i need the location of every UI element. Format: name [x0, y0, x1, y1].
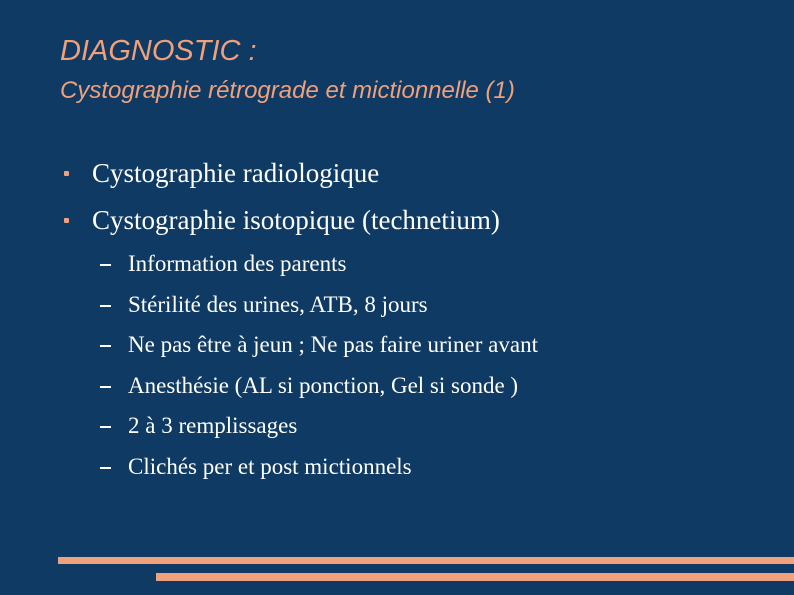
sub-bullet-item: [0, 285, 794, 326]
sub-bullet-text: Clichés per et post mictionnels: [128, 453, 412, 479]
dash-icon: [100, 264, 111, 266]
bullet-dot-icon: [64, 218, 69, 223]
slide-subtitle: Cystographie rétrograde et mictionnelle (1): [60, 77, 515, 104]
sub-bullet-text: 2 à 3 remplissages: [128, 413, 298, 438]
dash-icon: [100, 386, 111, 388]
dash-icon: [100, 345, 111, 347]
sub-bullet-item: [0, 406, 794, 447]
bullet-text: Cystographie radiologique: [92, 158, 380, 188]
sub-bullet-list: [0, 244, 794, 487]
sub-bullet-text: Anesthésie (AL si ponction, Gel si sonde ): [128, 372, 519, 398]
sub-bullet-item: [0, 366, 794, 407]
sub-bullet-text: Stérilité des urines, ATB, 8 jours: [128, 291, 428, 317]
bullet-item: [0, 197, 794, 244]
dash-icon: [100, 426, 111, 428]
bullet-list: [0, 150, 794, 244]
decorative-bar-bottom: [156, 573, 794, 581]
sub-bullet-item: [0, 244, 794, 285]
dash-icon: [100, 467, 111, 469]
bullet-dot-icon: [64, 171, 69, 176]
sub-bullet-text: Ne pas être à jeun ; Ne pas faire uriner avant: [128, 332, 538, 357]
sub-bullet-item: [0, 325, 794, 366]
slide-title: DIAGNOSTIC :: [60, 35, 257, 67]
sub-bullet-item: [0, 447, 794, 488]
sub-bullet-text: Information des parents: [128, 251, 347, 276]
bullet-item: [0, 150, 794, 197]
dash-icon: [100, 305, 111, 307]
decorative-bar-top: [58, 557, 794, 564]
bullet-text: Cystographie isotopique (technetium): [92, 205, 500, 235]
